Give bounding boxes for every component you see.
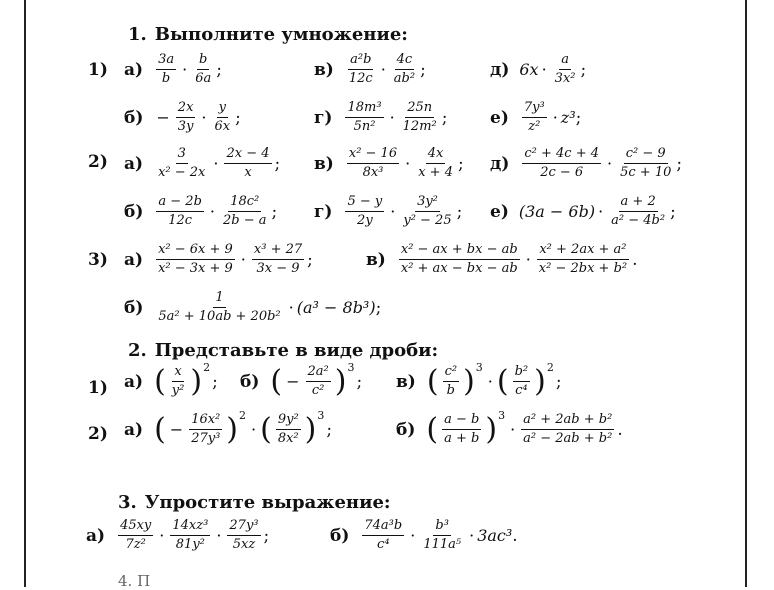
row-number: 3) [88, 250, 108, 270]
fraction: $\frac{\text{x² − 6x + 9}}{\text{x² − 3x + 9}}$ [158, 242, 233, 277]
exercise-1-3v: в) $\frac{\text{x² − ax + bx − ab}}{\text{x² + ax − bx − ab}}$ · $\frac{\text{x² + 2ax + a²}}{\text{x² − 2bx + b²}}$ . [366, 242, 638, 277]
fraction: $\frac{25n}{\text{12m²}}$ [402, 100, 437, 135]
page-left-border [24, 0, 26, 587]
fraction: $\frac{\text{c² − 9}}{5c + 10}$ [620, 146, 672, 181]
fraction: $\frac{a}{\text{3x²}}$ [554, 52, 576, 87]
row-number: 2) [88, 152, 108, 172]
fraction: $\frac{\text{27y³}}{5xz}$ [229, 518, 259, 553]
exercise-1-1d: д) 6x · $\frac{a}{\text{3x²}}$ ; [490, 52, 587, 87]
exercise-2-1a: а) ( $\frac{x}{\text{y²}}$ ) 2 ; [124, 361, 218, 399]
exercise-1-1e: е) $\frac{\text{7y³}}{\text{z²}}$ · z³ ; [490, 100, 582, 135]
section-1-title: 1. Выполните умножение: [128, 24, 408, 45]
exercise-1-1g: г) $\frac{\text{18m³}}{\text{5n²}}$ · $\frac{25n}{\text{12m²}}$ ; [314, 100, 448, 135]
exercise-1-3b: б) $\frac{1}{\text{5a² + 10ab + 20b²}}$ · (a³ − 8b³) ; [124, 290, 382, 325]
fraction: $\frac{\text{16x²}}{\text{27y³}}$ [191, 412, 221, 447]
fraction: $\frac{4c}{\text{ab²}}$ [393, 52, 416, 87]
fraction: $\frac{a - 2b}{12c}$ [158, 194, 202, 229]
fraction: $\frac{a - b}{a + b}$ [444, 412, 480, 447]
fraction: $\frac{y}{6x}$ [214, 100, 231, 135]
exercise-1-2e: е) (3a − 6b) · $\frac{a + 2}{\text{a² − 4b²}}$ ; [490, 194, 676, 229]
fraction: $\frac{x}{\text{y²}}$ [171, 364, 185, 399]
next-section-fragment: 4. П [118, 572, 151, 590]
fraction: $\frac{\text{x² − 16}}{\text{8x³}}$ [348, 146, 398, 181]
section-3-title: 3. Упростите выражение: [118, 492, 391, 513]
fraction: $\frac{\text{c² + 4c + 4}}{2c - 6}$ [524, 146, 600, 181]
fraction: $\frac{\text{9y²}}{\text{8x²}}$ [277, 412, 299, 447]
fraction: $\frac{5 - y}{2y}$ [347, 194, 383, 229]
fraction: $\frac{\text{18c²}}{2b - a}$ [223, 194, 267, 229]
exercise-1-2g: г) $\frac{5 - y}{2y}$ · $\frac{\text{3y²}}{\text{y² − 25}}$ ; [314, 194, 463, 229]
fraction: $\frac{2x - 4}{x}$ [226, 146, 270, 181]
fraction: $\frac{\text{x³ + 27}}{3x - 9}$ [253, 242, 303, 277]
fraction: $\frac{\text{18m³}}{\text{5n²}}$ [347, 100, 382, 135]
exercise-1-1b: б) − $\frac{2x}{3y}$ · $\frac{y}{6x}$ ; [124, 100, 241, 135]
exercise-1-2b: б) $\frac{a - 2b}{12c}$ · $\frac{\text{18c²}}{2b - a}$ ; [124, 194, 278, 229]
fraction: $\frac{\text{x² + 2ax + a²}}{\text{x² − 2bx + b²}}$ [538, 242, 628, 277]
section-2-title: 2. Представьте в виде дроби: [128, 340, 439, 361]
fraction: $\frac{\text{b²}}{\text{c⁴}}$ [514, 364, 529, 399]
fraction: $\frac{1}{\text{5a² + 10ab + 20b²}}$ [158, 290, 281, 325]
fraction: $\frac{\text{7y³}}{\text{z²}}$ [523, 100, 545, 135]
fraction: $\frac{2x}{3y}$ [177, 100, 194, 135]
fraction: $\frac{\text{b³}}{\text{111a⁵}}$ [423, 518, 462, 553]
fraction: $\frac{\text{c²}}{b}$ [444, 364, 458, 399]
fraction: $\frac{45xy}{\text{7z²}}$ [120, 518, 152, 553]
exercise-1-3a: а) $\frac{\text{x² − 6x + 9}}{\text{x² − 3x + 9}}$ · $\frac{\text{x³ + 27}}{3x - 9}$ ; [124, 242, 313, 277]
exercise-1-2d: д) $\frac{\text{c² + 4c + 4}}{2c - 6}$ · $\frac{\text{c² − 9}}{5c + 10}$ ; [490, 146, 683, 181]
fraction: $\frac{3}{\text{x² − 2x}}$ [158, 146, 206, 181]
fraction: $\frac{\text{a² + 2ab + b²}}{\text{a² − 2ab + b²}}$ [523, 412, 613, 447]
fraction: $\frac{\text{3y²}}{\text{y² − 25}}$ [403, 194, 452, 229]
fraction: $\frac{a + 2}{\text{a² − 4b²}}$ [611, 194, 666, 229]
exercise-2-2a: а) ( − $\frac{\text{16x²}}{\text{27y³}}$ ) 2 · ( $\frac{\text{9y²}}{\text{8x²}}$ ) 3 ; [124, 409, 333, 447]
row-number: 1) [88, 378, 108, 398]
fraction: $\frac{\text{a²b}}{12c}$ [348, 52, 373, 87]
fraction: $\frac{\text{14xz³}}{\text{81y²}}$ [172, 518, 209, 553]
exercise-2-1b: б) ( − $\frac{\text{2a²}}{\text{c²}}$ ) 3 ; [240, 361, 363, 399]
fraction: $\frac{\text{74a³b}}{\text{c⁴}}$ [364, 518, 403, 553]
exercise-2-1v: в) ( $\frac{\text{c²}}{b}$ ) 3 · ( $\frac{\text{b²}}{\text{c⁴}}$ ) 2 ; [396, 361, 562, 399]
exercise-1-2a: а) $\frac{3}{\text{x² − 2x}}$ · $\frac{2x - 4}{x}$ ; [124, 146, 281, 181]
fraction: $\frac{\text{x² − ax + bx − ab}}{\text{x² + ax − bx − ab}}$ [400, 242, 518, 277]
exercise-2-2b: б) ( $\frac{a - b}{a + b}$ ) 3 · $\frac{\text{a² + 2ab + b²}}{\text{a² − 2ab + b²}}$ . [396, 409, 623, 447]
row-number: 2) [88, 424, 108, 444]
fraction: $\frac{3a}{b}$ [158, 52, 175, 87]
fraction: $\frac{\text{2a²}}{\text{c²}}$ [307, 364, 329, 399]
exercise-1-2v: в) $\frac{\text{x² − 16}}{\text{8x³}}$ · $\frac{4x}{x + 4}$ ; [314, 146, 464, 181]
fraction: $\frac{4x}{x + 4}$ [418, 146, 453, 181]
exercise-1-1a: а) $\frac{3a}{b}$ · $\frac{b}{6a}$ ; [124, 52, 222, 87]
fraction: $\frac{b}{6a}$ [195, 52, 212, 87]
page-right-border [745, 0, 747, 587]
exercise-1-1v: в) $\frac{\text{a²b}}{12c}$ · $\frac{4c}{\text{ab²}}$ ; [314, 52, 426, 87]
exercise-3-a: а) $\frac{45xy}{\text{7z²}}$ · $\frac{\text{14xz³}}{\text{81y²}}$ · $\frac{\text{27y³}}{5xz}$ ; [86, 518, 270, 553]
row-number: 1) [88, 60, 108, 80]
exercise-3-b: б) $\frac{\text{74a³b}}{\text{c⁴}}$ · $\frac{\text{b³}}{\text{111a⁵}}$ · 3ac³ . [330, 518, 518, 553]
